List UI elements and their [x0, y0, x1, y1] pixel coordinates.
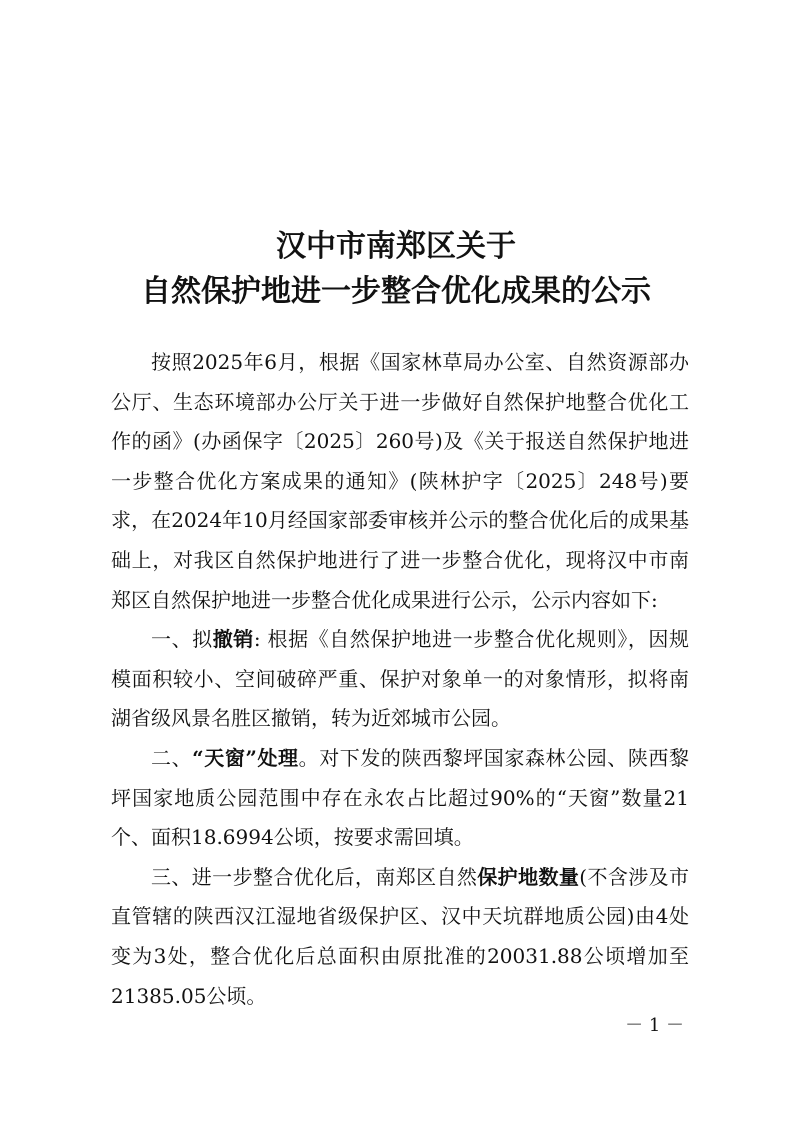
paragraph-intro-text: 按照2025年6月，根据《国家林草局办公室、自然资源部办公厅、生态环境部办公厅关于进一步做好自然保护地整合优化工作的函》(办函保字〔2025〕260号)及《关于报送自然保护地进一步整合优化方案成果的通知》(陕林护字〔2025〕248号)要求，在2024年10月经国家部委审核并公示的整合优化后的成果基础上，对我区自然保护地进行了进一步整合优化，现将汉中市南郑区自然保护地进一步整合优化成果进行公示，公示内容如下:	[111, 350, 689, 612]
paragraph-skylight-bold: “天窗”处理	[192, 745, 299, 770]
page-number: － 1 －	[625, 1015, 684, 1036]
document-title	[0, 224, 792, 314]
paragraph-count-bold: 保护地数量	[477, 864, 580, 889]
document-body	[111, 343, 689, 1016]
paragraph-revoke-lead: 一、拟	[151, 627, 213, 652]
paragraph-skylight-lead: 二、	[151, 745, 193, 770]
title-line-2: 自然保护地进一步整合优化成果的公示	[141, 274, 651, 309]
paragraph-revoke-bold: 撤销	[212, 627, 254, 652]
paragraph-revoke-text: : 根据《自然保护地进一步整合优化规则》，因规模面积较小、空间破碎严重、保护对象单一的对象情形，拟将南湖省级风景名胜区撤销，转为近郊城市公园。	[111, 627, 689, 731]
paragraph-intro	[111, 343, 689, 620]
paragraph-revoke	[111, 620, 689, 739]
paragraph-skylight-text: 。对下发的陕西黎坪国家森林公园、陕西黎坪国家地质公园范围中存在永农占比超过90%的“天窗”数量21个、面积18.6994公顷，按要求需回填。	[111, 745, 689, 850]
paragraph-count-lead: 三、进一步整合优化后，南郑区自然	[151, 864, 478, 889]
paragraph-count-text: (不含涉及市直管辖的陕西汉江湿地省级保护区、汉中天坑群地质公园)由4处变为3处，整合优化后总面积由原批准的20031.88公顷增加至21385.05公顷。	[111, 864, 690, 1008]
paragraph-skylight	[111, 739, 689, 858]
title-line-1: 汉中市南郑区关于	[276, 229, 516, 264]
paragraph-count	[111, 858, 689, 1016]
